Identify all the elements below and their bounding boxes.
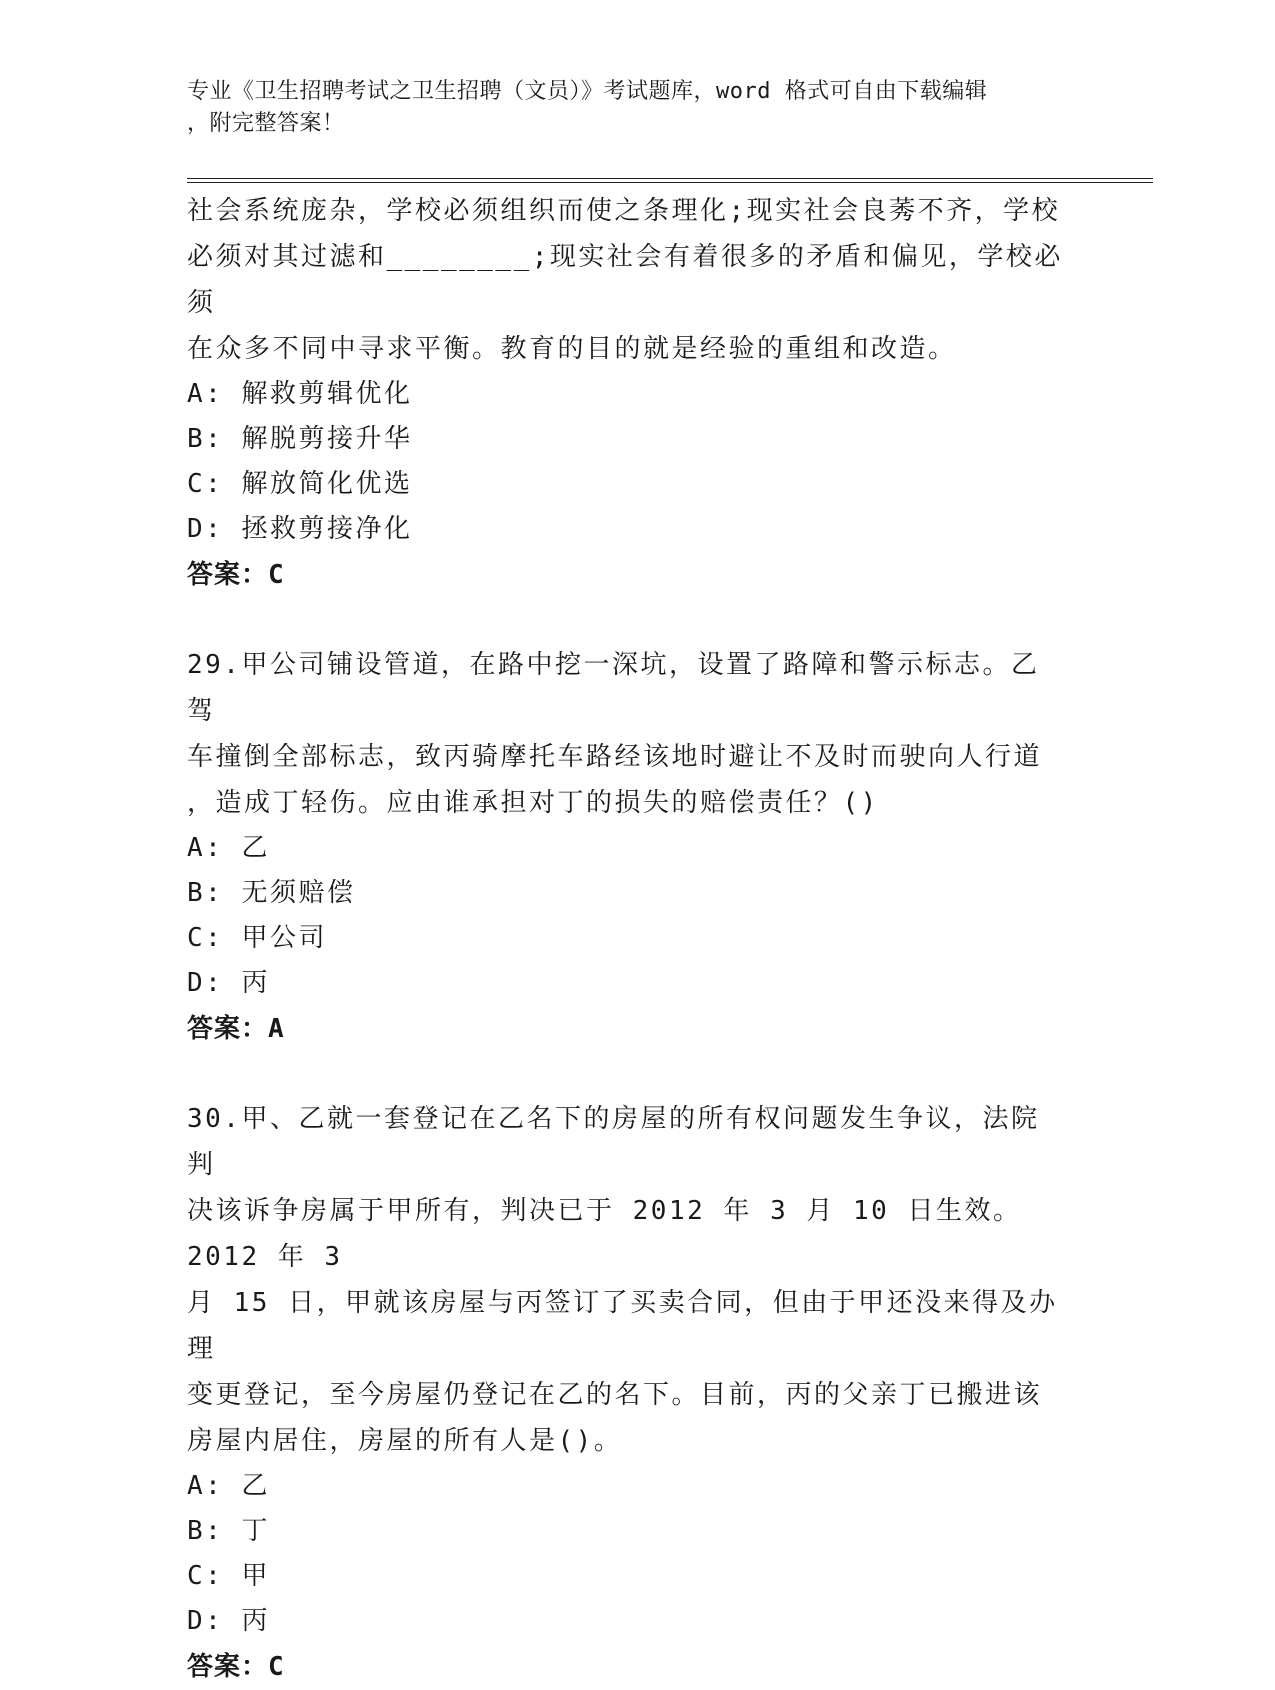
option-a: A: 乙 [187,833,270,863]
document-header [187,76,1067,140]
question-block-28 [187,188,1067,598]
question-list [187,188,1067,1690]
option-c: C: 甲公司 [187,923,327,953]
option-d: D: 丙 [187,1606,270,1636]
option-b: B: 无须赔偿 [187,878,356,908]
question-text-line: 车撞倒全部标志，致丙骑摩托车路经该地时避让不及时而驶向人行道 [187,742,1043,772]
option-a: A: 乙 [187,1471,270,1501]
question-text-line: ，造成丁轻伤。应由谁承担对丁的损失的赔偿责任？() [187,788,879,818]
option-d: D: 拯救剪接净化 [187,514,413,544]
header-line-2: ，附完整答案！ [187,111,345,136]
question-text-line: 房屋内居住，房屋的所有人是()。 [187,1426,623,1456]
question-text-line: 30.甲、乙就一套登记在乙名下的房屋的所有权问题发生争议，法院判 [187,1104,1040,1180]
spacer [187,1052,1067,1096]
question-text-line: 必须对其过滤和________;现实社会有着很多的矛盾和偏见，学校必须 [187,242,1063,318]
question-text-line: 29.甲公司铺设管道，在路中挖一深坑，设置了路障和警示标志。乙驾 [187,650,1040,726]
question-text-line: 决该诉争房属于甲所有，判决已于 2012 年 3 月 10 日生效。2012 年 3 [187,1196,1022,1272]
question-block-30 [187,1096,1067,1690]
header-line-1: 专业《卫生招聘考试之卫生招聘（文员）》考试题库，word 格式可自由下载编辑 [187,79,988,104]
question-text-line: 变更登记，至今房屋仍登记在乙的名下。目前，丙的父亲丁已搬进该 [187,1380,1043,1410]
option-d: D: 丙 [187,968,270,998]
answer-line: 答案：A [187,1014,285,1044]
question-text-line: 在众多不同中寻求平衡。教育的目的就是经验的重组和改造。 [187,334,957,364]
spacer [187,598,1067,642]
header-double-rule [187,178,1153,183]
question-text-line: 月 15 日，甲就该房屋与丙签订了买卖合同，但由于甲还没来得及办理 [187,1288,1058,1364]
question-text-line: 社会系统庞杂，学校必须组织而使之条理化;现实社会良莠不齐，学校 [187,196,1061,226]
question-block-29 [187,642,1067,1052]
answer-line: 答案：C [187,1652,285,1682]
option-b: B: 解脱剪接升华 [187,424,413,454]
option-a: A: 解救剪辑优化 [187,379,413,409]
option-c: C: 甲 [187,1561,270,1591]
option-c: C: 解放简化优选 [187,469,413,499]
option-b: B: 丁 [187,1516,270,1546]
answer-line: 答案：C [187,560,285,590]
